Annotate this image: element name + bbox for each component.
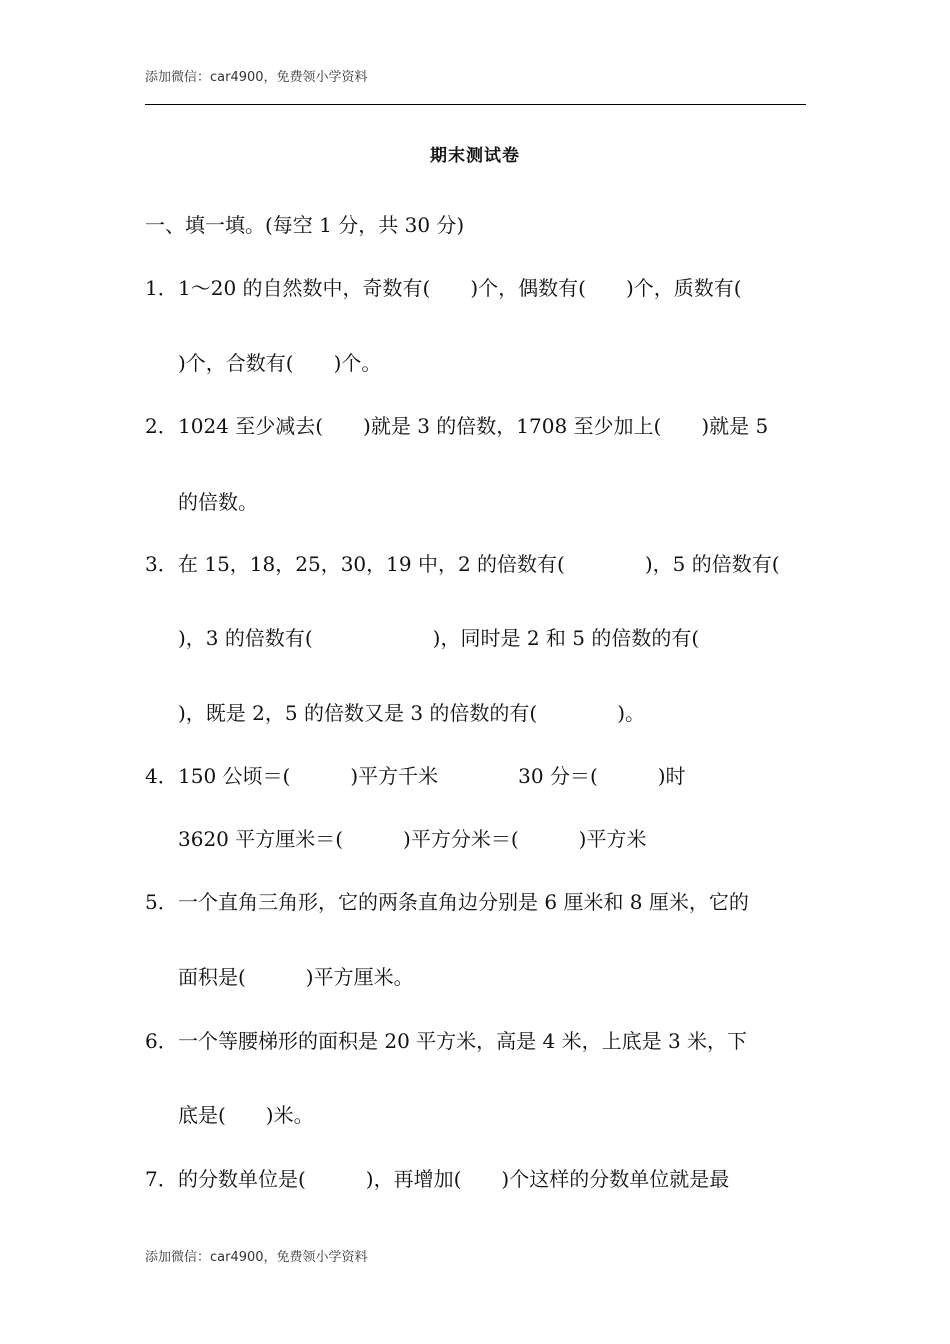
question-text: 面积是( )平方厘米。 xyxy=(178,965,414,989)
page-title: 期末测试卷 xyxy=(430,146,520,166)
header-rule xyxy=(145,104,806,105)
question-number: 2． xyxy=(145,414,178,438)
question-text: 3620 平方厘米＝( )平方分米＝( )平方米 xyxy=(178,827,647,851)
question-text: )，3 的倍数有( )，同时是 2 和 5 的倍数的有( xyxy=(178,626,700,650)
question-number: 3． xyxy=(145,552,178,576)
page-footer-text: 添加微信：car4900，免费领小学资料 xyxy=(145,1250,368,1265)
question-text: 的分数单位是( )，再增加( )个这样的分数单位就是最 xyxy=(178,1167,730,1191)
question-number: 5． xyxy=(145,890,178,914)
question-number: 6． xyxy=(145,1029,178,1053)
question-text: 的倍数。 xyxy=(178,490,258,514)
question-text: 1～20 的自然数中，奇数有( )个，偶数有( )个，质数有( xyxy=(178,276,742,300)
question-text: 一个直角三角形，它的两条直角边分别是 6 厘米和 8 厘米，它的 xyxy=(178,890,749,914)
question-number: 7． xyxy=(145,1167,178,1191)
question-number: 1． xyxy=(145,276,178,300)
question-number: 4． xyxy=(145,764,178,788)
question-text: 在 15，18，25，30，19 中，2 的倍数有( )，5 的倍数有( xyxy=(178,552,780,576)
question-text: 一个等腰梯形的面积是 20 平方米，高是 4 米，上底是 3 米，下 xyxy=(178,1029,748,1053)
section-heading: 一、填一填。(每空 1 分，共 30 分) xyxy=(145,213,465,237)
page-header-text: 添加微信：car4900，免费领小学资料 xyxy=(145,70,368,85)
question-text: )，既是 2，5 的倍数又是 3 的倍数的有( )。 xyxy=(178,701,646,725)
question-text: 150 公顷＝( )平方千米 30 分＝( )时 xyxy=(178,764,686,788)
question-text: 1024 至少减去( )就是 3 的倍数，1708 至少加上( )就是 5 xyxy=(178,414,769,438)
question-text: 底是( )米。 xyxy=(178,1103,314,1127)
question-text: )个，合数有( )个。 xyxy=(178,351,382,375)
